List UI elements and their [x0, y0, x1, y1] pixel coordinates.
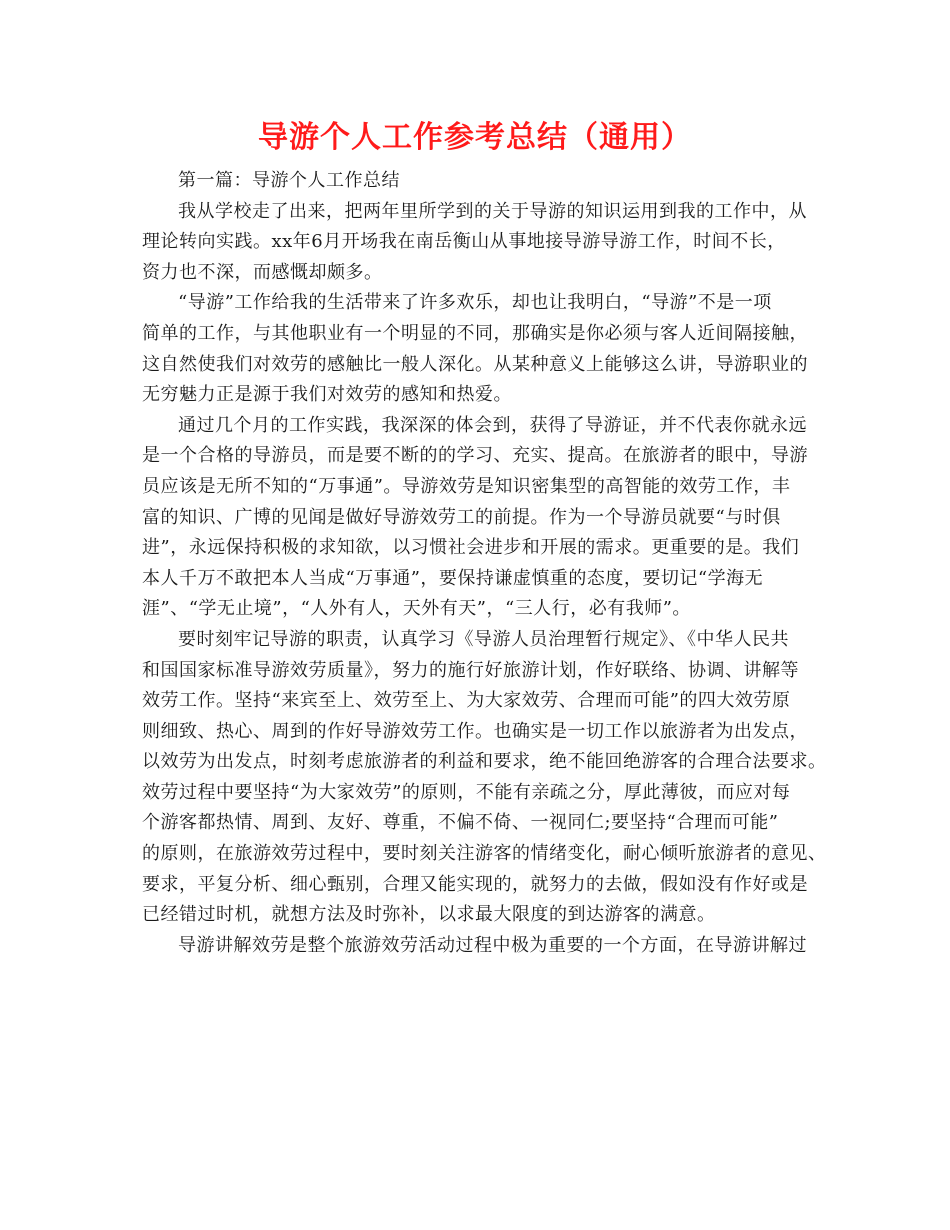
paragraph-line: 本人千万不敢把本人当成“万事通”，要保持谦虚慎重的态度，要切记“学海无	[142, 567, 764, 589]
document-title: 导游个人工作参考总结（通用）	[258, 120, 692, 155]
paragraph-line: 则细致、热心、周到的作好导游效劳工作。也确实是一切工作以旅游者为出发点，	[142, 720, 808, 742]
paragraph-line: 以效劳为出发点，时刻考虑旅游者的利益和要求，绝不能回绝游客的合理合法要求。	[142, 751, 827, 773]
paragraph-line: 资力也不深，而感慨却颇多。	[142, 261, 383, 283]
section-heading: 第一篇：导游个人工作总结	[178, 170, 400, 191]
paragraph-line: 效劳过程中要坚持“为大家效劳”的原则，不能有亲疏之分，厚此薄彼，而应对每	[142, 781, 791, 803]
paragraph-line: 效劳工作。坚持“来宾至上、效劳至上、为大家效劳、合理而可能”的四大效劳原	[142, 690, 791, 712]
paragraph-line: 要时刻牢记导游的职责，认真学习《导游人员治理暂行规定》、《中华人民共	[178, 628, 789, 650]
paragraph-line: 理论转向实践。xx年6月开场我在南岳衡山从事地接导游导游工作，时间不长，	[142, 231, 786, 253]
paragraph-line: 已经错过时机，就想方法及时弥补，以求最大限度的到达游客的满意。	[142, 904, 716, 926]
paragraph-line: 这自然使我们对效劳的感触比一般人深化。从某种意义上能够这么讲，导游职业的	[142, 353, 808, 375]
paragraph-line: “导游”工作给我的生活带来了许多欢乐，却也让我明白，“导游”不是一项	[178, 292, 772, 314]
paragraph-line: 和国国家标准导游效劳质量》，努力的施行好旅游计划，作好联络、协调、讲解等	[142, 659, 799, 681]
document-body	[142, 166, 826, 961]
paragraph-line: 要求，平复分析、细心甄别，合理又能实现的，就努力的去做，假如没有作好或是	[142, 873, 808, 895]
paragraph-line: 通过几个月的工作实践，我深深的体会到，获得了导游证，并不代表你就永远	[178, 414, 807, 436]
paragraph-line: 是一个合格的导游员，而是要不断的的学习、充实、提高。在旅游者的眼中，导游	[142, 445, 808, 467]
paragraph-line: 员应该是无所不知的“万事通”。导游效劳是知识密集型的高智能的效劳工作，丰	[142, 475, 791, 497]
paragraph-line: 导游讲解效劳是整个旅游效劳活动过程中极为重要的一个方面，在导游讲解过	[178, 934, 807, 956]
paragraph-line: 个游客都热情、周到、友好、尊重，不偏不倚、一视同仁;要坚持“合理而可能”	[142, 812, 779, 834]
paragraph-line: 我从学校走了出来，把两年里所学到的关于导游的知识运用到我的工作中，从	[178, 200, 807, 222]
paragraph-line: 无穷魅力正是源于我们对效劳的感知和热爱。	[142, 384, 512, 406]
paragraph-line: 的原则，在旅游效劳过程中，要时刻关注游客的情绪变化，耐心倾听旅游者的意见、	[142, 843, 827, 865]
paragraph-line: 进”，永远保持积极的求知欲，以习惯社会进步和开展的需求。更重要的是。我们	[142, 537, 800, 559]
paragraph-line: 简单的工作，与其他职业有一个明显的不同，那确实是你必须与客人近间隔接触，	[142, 322, 808, 344]
paragraph-line: 涯”、“学无止境”，“人外有人，天外有天”，“三人行，必有我师”。	[142, 598, 691, 620]
paragraph-line: 富的知识、广博的见闻是做好导游效劳工的前提。作为一个导游员就要“与时俱	[142, 506, 781, 528]
